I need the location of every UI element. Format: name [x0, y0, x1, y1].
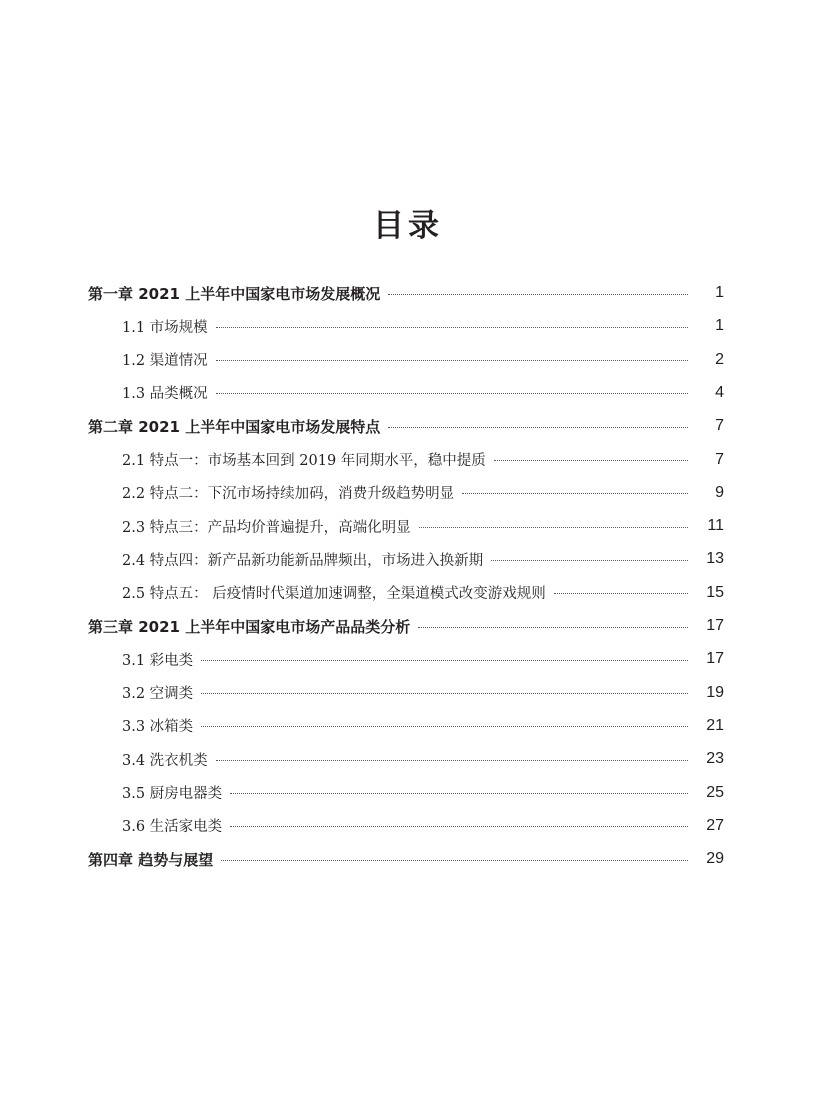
toc-page-number: 29 [706, 850, 724, 868]
toc-entry-title: 第三章 2021 上半年中国家电市场产品品类分析 [88, 617, 411, 636]
toc-page-number: 21 [706, 716, 724, 734]
toc-page-number: 17 [706, 650, 724, 668]
toc-page-number: 19 [706, 683, 724, 701]
toc-section-entry[interactable] [0, 311, 816, 341]
dot-leader [216, 327, 688, 328]
dot-leader [216, 360, 688, 361]
toc-entry-title: 1.1 市场规模 [122, 319, 208, 336]
dot-leader [216, 760, 688, 761]
dot-leader [462, 493, 688, 494]
toc-entry-title: 2.2 特点二：下沉市场持续加码，消费升级趋势明显 [122, 486, 455, 503]
dot-leader [230, 793, 688, 794]
toc-section-entry[interactable] [0, 811, 816, 841]
toc-page-number: 17 [706, 617, 724, 634]
toc-section-entry[interactable] [0, 644, 816, 674]
toc-chapter-entry[interactable] [0, 411, 816, 441]
toc-entry-title: 2.3 特点三：产品均价普遍提升，高端化明显 [122, 519, 411, 536]
toc-section-entry[interactable] [0, 711, 816, 741]
toc-page-number: 27 [706, 816, 724, 834]
toc-entry-title: 1.3 品类概况 [122, 386, 208, 403]
toc-page-number: 11 [707, 517, 724, 535]
toc-section-entry[interactable] [0, 544, 816, 574]
toc-chapter-entry[interactable] [0, 844, 816, 874]
toc-section-entry[interactable] [0, 744, 816, 774]
toc-page-number: 23 [706, 750, 724, 768]
toc-page-number: 2 [715, 350, 724, 368]
toc-entry-title: 3.6 生活家电类 [122, 819, 223, 836]
toc-entry-title: 3.1 彩电类 [122, 652, 194, 669]
toc-entry-title: 1.2 渠道情况 [122, 353, 208, 370]
toc-entry-title: 第四章 趋势与展望 [88, 850, 214, 869]
dot-leader [388, 427, 688, 428]
toc-entry-title: 第二章 2021 上半年中国家电市场发展特点 [88, 417, 381, 436]
toc-entry-title: 3.5 厨房电器类 [122, 786, 223, 802]
toc-page-number: 13 [706, 550, 724, 568]
toc-entry-title: 第一章 2021 上半年中国家电市场发展概况 [88, 284, 381, 303]
toc-entry-title: 2.4 特点四：新产品新功能新品牌频出，市场进入换新期 [122, 552, 484, 569]
toc-page-number: 7 [715, 450, 724, 468]
dot-leader [221, 860, 688, 861]
toc-section-entry[interactable] [0, 578, 816, 608]
toc-entry-title: 3.3 冰箱类 [122, 719, 194, 736]
toc-section-entry[interactable] [0, 678, 816, 708]
toc-entry-title: 3.4 洗衣机类 [122, 752, 208, 769]
toc-section-entry[interactable] [0, 778, 816, 808]
toc-page-number: 1 [715, 284, 724, 301]
toc-entry-title: 2.1 特点一：市场基本回到 2019 年同期水平，稳中提质 [122, 453, 486, 469]
toc-entry-title: 3.2 空调类 [122, 686, 194, 703]
dot-leader [494, 460, 688, 461]
dot-leader [419, 527, 688, 528]
toc-page-number: 4 [715, 383, 724, 401]
dot-leader [201, 726, 688, 727]
dot-leader [418, 627, 688, 628]
toc-chapter-entry[interactable] [0, 611, 816, 641]
toc-page-number: 7 [715, 417, 724, 435]
dot-leader [201, 660, 688, 661]
toc-section-entry[interactable] [0, 445, 816, 475]
toc-page-number: 9 [715, 483, 724, 501]
toc-page-number: 15 [706, 583, 724, 601]
dot-leader [216, 393, 688, 394]
toc-page-number: 25 [706, 783, 724, 801]
toc-section-entry[interactable] [0, 345, 816, 375]
toc-section-entry[interactable] [0, 511, 816, 541]
toc-entry-title: 2.5 特点五： 后疫情时代渠道加速调整，全渠道模式改变游戏规则 [122, 586, 546, 603]
toc-chapter-entry[interactable] [0, 278, 816, 308]
dot-leader [230, 826, 688, 827]
toc-section-entry[interactable] [0, 378, 816, 408]
toc-page-number: 1 [715, 317, 724, 335]
dot-leader [201, 693, 688, 694]
dot-leader [491, 560, 688, 561]
toc-title: 目录 [373, 208, 443, 244]
dot-leader [554, 593, 688, 594]
toc-section-entry[interactable] [0, 478, 816, 508]
dot-leader [388, 294, 688, 295]
